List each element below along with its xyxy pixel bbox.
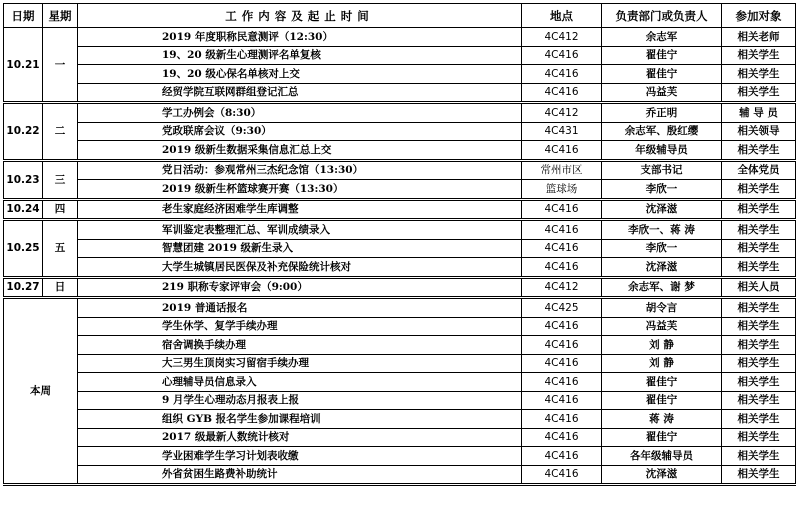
task-cell: 2019 级新生数据采集信息汇总上交 (78, 141, 522, 161)
responsible-cell: 沈泽滋 (602, 258, 722, 278)
table-row (4, 239, 796, 258)
task-cell: 军训鉴定表整理汇总、军训成绩录入 (78, 220, 522, 240)
location-cell: 4C416 (522, 391, 602, 410)
weekday-cell: 五 (43, 220, 78, 278)
participants-cell: 相关学生 (722, 465, 796, 485)
location-cell: 4C416 (522, 410, 602, 429)
date-cell: 10.23 (4, 160, 43, 199)
date-cell: 10.24 (4, 199, 43, 220)
task-cell: 2017 级最新人数统计核对 (78, 428, 522, 447)
week-label: 本周 (4, 298, 78, 485)
participants-cell: 相关老师 (722, 28, 796, 47)
header-weekday: 星期 (43, 4, 78, 28)
responsible-cell: 翟佳宁 (602, 391, 722, 410)
responsible-cell: 余志军、谢 梦 (602, 277, 722, 298)
task-cell: 党政联席会议（9:30） (78, 122, 522, 141)
task-cell: 9 月学生心理动态月报表上报 (78, 391, 522, 410)
participants-cell: 相关学生 (722, 199, 796, 220)
header-date: 日期 (4, 4, 43, 28)
table-row (4, 180, 796, 200)
participants-cell: 相关学生 (722, 239, 796, 258)
table-row (4, 298, 796, 318)
participants-cell: 相关学生 (722, 65, 796, 84)
task-cell: 219 职称专家评审会（9:00） (78, 277, 522, 298)
header-content: 工作内容及起止时间 (78, 4, 522, 28)
participants-cell: 相关学生 (722, 391, 796, 410)
participants-cell: 相关学生 (722, 83, 796, 103)
responsible-cell: 沈泽滋 (602, 465, 722, 485)
participants-cell: 辅 导 员 (722, 103, 796, 123)
task-cell: 学生休学、复学手续办理 (78, 317, 522, 336)
responsible-cell: 翟佳宁 (602, 46, 722, 65)
task-cell: 经贸学院互联网群组登记汇总 (78, 83, 522, 103)
participants-cell: 相关学生 (722, 447, 796, 466)
location-cell: 4C412 (522, 103, 602, 123)
responsible-cell: 翟佳宁 (602, 373, 722, 392)
task-cell: 学业困难学生学习计划表收缴 (78, 447, 522, 466)
participants-cell: 相关学生 (722, 141, 796, 161)
responsible-cell: 李欣一、蒋 涛 (602, 220, 722, 240)
responsible-cell: 李欣一 (602, 239, 722, 258)
participants-cell: 相关学生 (722, 317, 796, 336)
location-cell: 常州市区 (522, 160, 602, 180)
responsible-cell: 余志军、殷红缨 (602, 122, 722, 141)
participants-cell: 相关学生 (722, 46, 796, 65)
responsible-cell: 沈泽滋 (602, 199, 722, 220)
location-cell: 4C416 (522, 65, 602, 84)
table-row (4, 28, 796, 47)
schedule-body (4, 28, 796, 485)
participants-cell: 相关学生 (722, 354, 796, 373)
table-row (4, 373, 796, 392)
table-row (4, 65, 796, 84)
responsible-cell: 冯益芙 (602, 317, 722, 336)
table-row (4, 391, 796, 410)
header-responsible: 负责部门或负责人 (602, 4, 722, 28)
table-row (4, 354, 796, 373)
table-row (4, 220, 796, 240)
participants-cell: 相关学生 (722, 428, 796, 447)
date-cell: 10.22 (4, 103, 43, 161)
task-cell: 大三男生顶岗实习留宿手续办理 (78, 354, 522, 373)
location-cell: 4C416 (522, 220, 602, 240)
participants-cell: 全体党员 (722, 160, 796, 180)
responsible-cell: 李欣一 (602, 180, 722, 200)
participants-cell: 相关学生 (722, 258, 796, 278)
table-row (4, 141, 796, 161)
task-cell: 老生家庭经济困难学生库调整 (78, 199, 522, 220)
task-cell: 党日活动：参观常州三杰纪念馆（13:30） (78, 160, 522, 180)
weekday-cell: 三 (43, 160, 78, 199)
table-row (4, 336, 796, 355)
task-cell: 智慧团建 2019 级新生录入 (78, 239, 522, 258)
table-row (4, 317, 796, 336)
task-cell: 宿舍调换手续办理 (78, 336, 522, 355)
responsible-cell: 支部书记 (602, 160, 722, 180)
location-cell: 4C416 (522, 258, 602, 278)
header-participants: 参加对象 (722, 4, 796, 28)
location-cell: 4C416 (522, 428, 602, 447)
responsible-cell: 冯益芙 (602, 83, 722, 103)
participants-cell: 相关学生 (722, 336, 796, 355)
participants-cell: 相关领导 (722, 122, 796, 141)
location-cell: 4C412 (522, 277, 602, 298)
responsible-cell: 蒋 涛 (602, 410, 722, 429)
location-cell: 4C431 (522, 122, 602, 141)
location-cell: 篮球场 (522, 180, 602, 200)
weekday-cell: 二 (43, 103, 78, 161)
table-row (4, 428, 796, 447)
task-cell: 大学生城镇居民医保及补充保险统计核对 (78, 258, 522, 278)
table-row (4, 103, 796, 123)
location-cell: 4C416 (522, 354, 602, 373)
table-row (4, 83, 796, 103)
task-cell: 组织 GYB 报名学生参加课程培训 (78, 410, 522, 429)
task-cell: 学工办例会（8:30） (78, 103, 522, 123)
responsible-cell: 余志军 (602, 28, 722, 47)
responsible-cell: 乔正明 (602, 103, 722, 123)
table-row (4, 122, 796, 141)
location-cell: 4C416 (522, 447, 602, 466)
responsible-cell: 各年级辅导员 (602, 447, 722, 466)
task-cell: 2019 级新生杯篮球赛开赛（13:30） (78, 180, 522, 200)
location-cell: 4C416 (522, 465, 602, 485)
task-cell: 19、20 级新生心理测评名单复核 (78, 46, 522, 65)
responsible-cell: 翟佳宁 (602, 428, 722, 447)
location-cell: 4C412 (522, 28, 602, 47)
header-location: 地点 (522, 4, 602, 28)
table-row (4, 465, 796, 485)
participants-cell: 相关学生 (722, 298, 796, 318)
location-cell: 4C416 (522, 141, 602, 161)
task-cell: 19、20 级心保名单核对上交 (78, 65, 522, 84)
date-cell: 10.27 (4, 277, 43, 298)
location-cell: 4C416 (522, 317, 602, 336)
header-row (4, 4, 796, 28)
table-row (4, 277, 796, 298)
location-cell: 4C416 (522, 46, 602, 65)
participants-cell: 相关人员 (722, 277, 796, 298)
location-cell: 4C416 (522, 239, 602, 258)
location-cell: 4C425 (522, 298, 602, 318)
weekday-cell: 四 (43, 199, 78, 220)
date-cell: 10.21 (4, 28, 43, 103)
task-cell: 2019 普通话报名 (78, 298, 522, 318)
responsible-cell: 刘 静 (602, 354, 722, 373)
weekday-cell: 一 (43, 28, 78, 103)
responsible-cell: 胡令言 (602, 298, 722, 318)
table-row (4, 160, 796, 180)
task-cell: 心理辅导员信息录入 (78, 373, 522, 392)
participants-cell: 相关学生 (722, 180, 796, 200)
location-cell: 4C416 (522, 83, 602, 103)
location-cell: 4C416 (522, 199, 602, 220)
table-row (4, 46, 796, 65)
responsible-cell: 翟佳宁 (602, 65, 722, 84)
participants-cell: 相关学生 (722, 220, 796, 240)
weekly-schedule-table (3, 3, 796, 486)
participants-cell: 相关学生 (722, 373, 796, 392)
task-cell: 2019 年度职称民意测评（12:30） (78, 28, 522, 47)
responsible-cell: 刘 静 (602, 336, 722, 355)
task-cell: 外省贫困生路费补助统计 (78, 465, 522, 485)
participants-cell: 相关学生 (722, 410, 796, 429)
table-row (4, 447, 796, 466)
location-cell: 4C416 (522, 336, 602, 355)
responsible-cell: 年级辅导员 (602, 141, 722, 161)
location-cell: 4C416 (522, 373, 602, 392)
date-cell: 10.25 (4, 220, 43, 278)
table-row (4, 410, 796, 429)
weekday-cell: 日 (43, 277, 78, 298)
table-row (4, 258, 796, 278)
table-row (4, 199, 796, 220)
